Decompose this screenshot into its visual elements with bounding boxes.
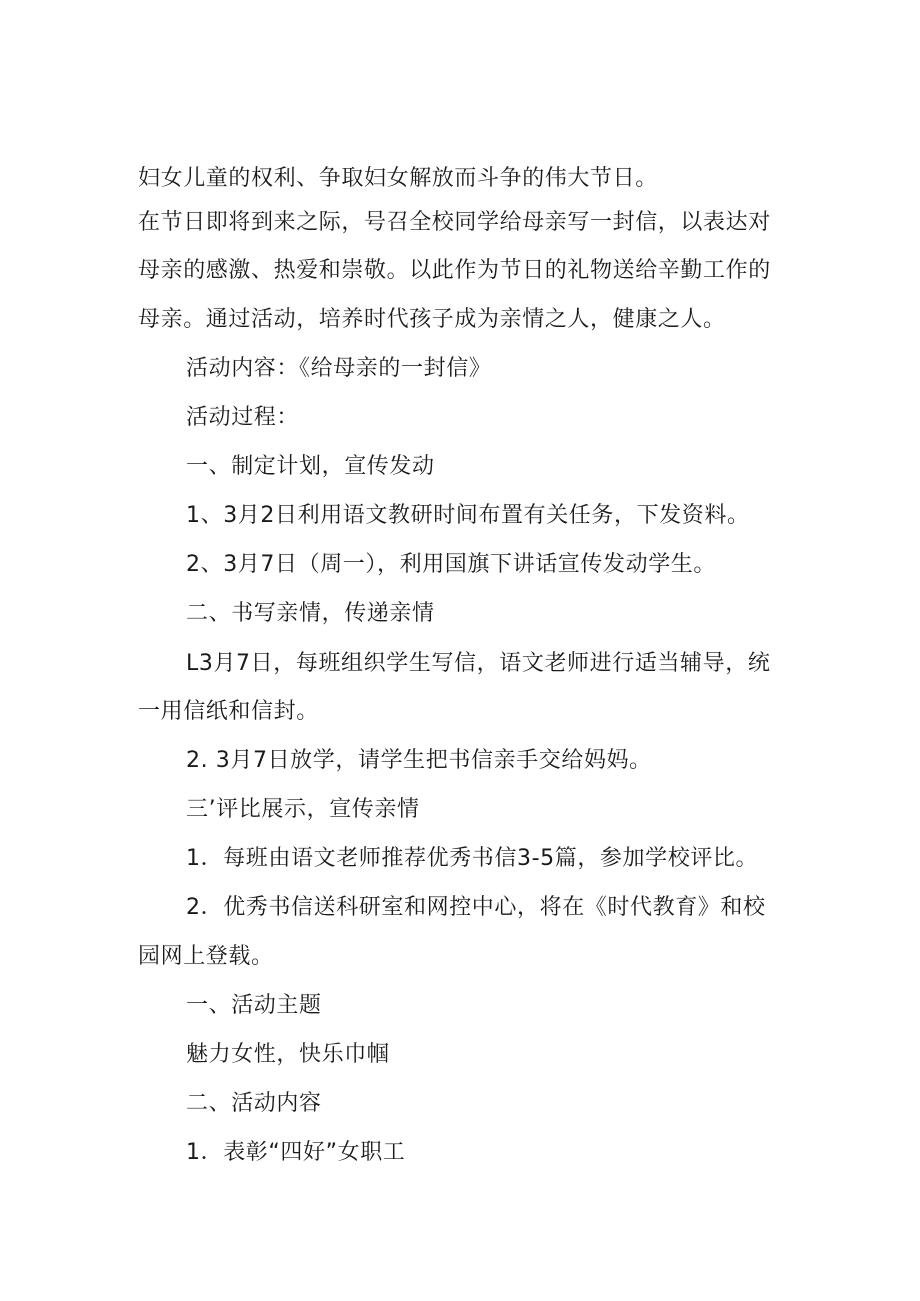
list-item: L3月7日，每班组织学生写信，语文老师进行适当辅导，统 xyxy=(186,651,771,676)
section-heading: 活动过程： xyxy=(186,405,300,430)
section-heading: 一、活动主题 xyxy=(186,993,322,1018)
list-item: 2．优秀书信送科研室和网控中心，将在《时代教育》和校 xyxy=(186,895,766,920)
paragraph-line: 一用信纸和信封。 xyxy=(138,699,319,724)
section-heading: 三’评比展示，宣传亲情 xyxy=(186,797,420,822)
paragraph-line: 魅力女性，快乐巾帼 xyxy=(186,1042,390,1067)
list-item: 1、3月2日利用语文教研时间布置有关任务，下发资料。 xyxy=(186,503,750,528)
section-heading: 二、书写亲情，传递亲情 xyxy=(186,601,435,626)
section-heading: 二、活动内容 xyxy=(186,1091,322,1116)
list-item: 2、3月7日（周一），利用国旗下讲话宣传发动学生。 xyxy=(186,552,716,577)
paragraph-line: 园网上登载。 xyxy=(138,944,274,969)
list-item: 1．每班由语文老师推荐优秀书信3-5篇，参加学校评比。 xyxy=(186,846,759,871)
paragraph-line: 母亲的感激、热爱和崇敬。以此作为节日的礼物送给辛勤工作的 xyxy=(138,258,771,283)
paragraph-line: 在节日即将到来之际，号召全校同学给母亲写一封信，以表达对 xyxy=(138,210,771,235)
section-heading: 一、制定计划，宣传发动 xyxy=(186,454,435,479)
list-item: 2. 3月7日放学，请学生把书信亲手交给妈妈。 xyxy=(186,748,652,773)
list-item: 1．表彰“四好”女职工 xyxy=(186,1140,406,1165)
paragraph-line: 妇女儿童的权利、争取妇女解放而斗争的伟大节日。 xyxy=(138,166,658,191)
paragraph-line: 母亲。通过活动，培养时代孩子成为亲情之人，健康之人。 xyxy=(138,307,726,332)
section-heading: 活动内容：《给母亲的一封信》 xyxy=(186,356,492,381)
